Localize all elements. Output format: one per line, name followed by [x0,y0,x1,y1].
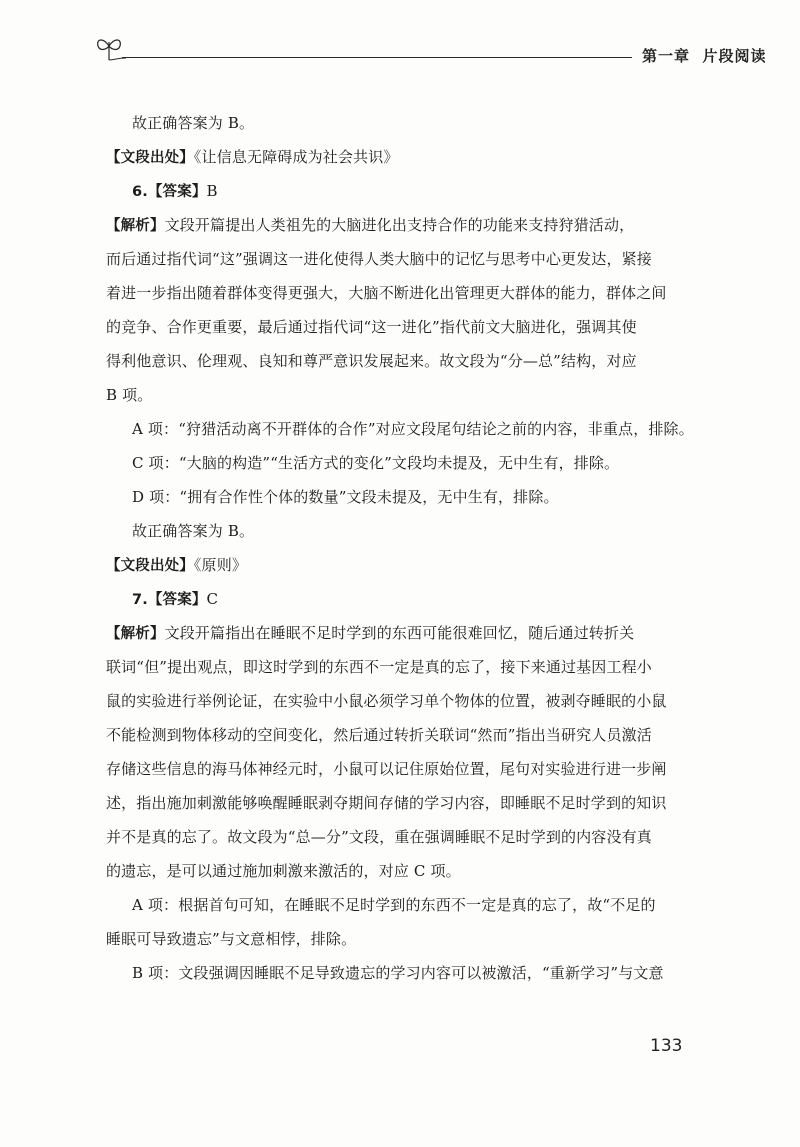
q6-analysis-line: 得利他意识、伦理观、良知和尊严意识发展起来。故文段为“分—总”结构，对应 [106,352,637,370]
q7-analysis-line: 不能检测到物体移动的空间变化，然后通过转折关联词“然而”指出当研究人员激活 [106,726,652,744]
q7-analysis-line: 并不是真的忘了。故文段为“总—分”文段，重在强调睡眠不足时学到的内容没有真 [106,828,652,846]
running-header [92,34,767,74]
q5-source-label: 【文段出处】 [106,150,194,166]
q6-conclusion: 故正确答案为 B。 [132,522,255,540]
page-number: 133 [650,1036,683,1056]
q7-analysis-line: 的遗忘，是可以通过施加刺激来激活的，对应 C 项。 [106,862,461,880]
q6-option-c: C 项：“大脑的构造”“生活方式的变化”文段均未提及，无中生有，排除。 [132,454,620,472]
q7-analysis-label: 【解析】 [106,626,165,642]
q6-analysis-line: B 项。 [106,386,153,404]
q6-source [106,548,700,582]
q6-option-a: A 项：“狩猎活动离不开群体的合作”对应文段尾句结论之前的内容，非重点，排除。 [132,420,694,438]
q5-source [106,140,700,174]
q7-answer-value: C [206,590,219,608]
page-body [106,106,700,990]
q6-answer-label: 6.【答案】 [132,184,207,200]
q7-answer-label: 7.【答案】 [132,592,207,608]
q5-source-text: 《让信息无障碍成为社会共识》 [193,148,399,166]
q6-analysis-line: 的竞争、合作更重要，最后通过指代词“这一进化”指代前文大脑进化，强调其使 [106,318,637,336]
q6-option-d: D 项：“拥有合作性个体的数量”文段未提及，无中生有，排除。 [132,488,559,506]
q6-answer-value: B [206,182,218,200]
q6-analysis-label: 【解析】 [106,218,165,234]
q7-answer [106,582,700,616]
q5-conclusion: 故正确答案为 B。 [132,114,255,132]
header-rule [122,57,632,58]
q6-source-label: 【文段出处】 [106,558,194,574]
q7-analysis-text: 文段开篇指出在睡眠不足时学到的东西可能很难回忆，随后通过转折关 [164,624,635,642]
q7-option-a-cont: 睡眠可导致遗忘”与文意相悖，排除。 [106,930,357,948]
q7-analysis-line: 联词“但”提出观点，即这时学到的东西不一定是真的忘了，接下来通过基因工程小 [106,658,652,676]
q7-option-a: A 项：根据首句可知，在睡眠不足时学到的东西不一定是真的忘了，故“不足的 [132,896,656,914]
chapter-number: 第一章 [642,47,691,65]
q6-analysis-line: 而后通过指代词“这”强调这一进化使得人类大脑中的记忆与思考中心更发达，紧接 [106,250,652,268]
q7-option-b: B 项：文段强调因睡眠不足导致遗忘的学习内容可以被激活，“重新学习”与文意 [132,964,664,982]
sprout-icon [92,34,126,64]
q6-analysis-line: 着进一步指出随着群体变得更强大，大脑不断进化出管理更大群体的能力，群体之间 [106,284,667,302]
q7-analysis-line: 存储这些信息的海马体神经元时，小鼠可以记住原始位置，尾句对实验进行进一步阐 [106,760,667,778]
q7-analysis-line: 鼠的实验进行举例论证，在实验中小鼠必须学习单个物体的位置，被剥夺睡眠的小鼠 [106,692,667,710]
q7-analysis-line [106,616,700,650]
chapter-title [642,45,766,66]
q6-analysis-line [106,208,700,242]
q6-analysis-text: 文段开篇提出人类祖先的大脑进化出支持合作的功能来支持狩猎活动， [164,216,635,234]
q6-answer [106,174,700,208]
q7-analysis-line: 述，指出施加刺激能够唤醒睡眠剥夺期间存储的学习内容，即睡眠不足时学到的知识 [106,794,667,812]
section-title: 片段阅读 [702,47,767,65]
q6-source-text: 《原则》 [193,556,248,574]
